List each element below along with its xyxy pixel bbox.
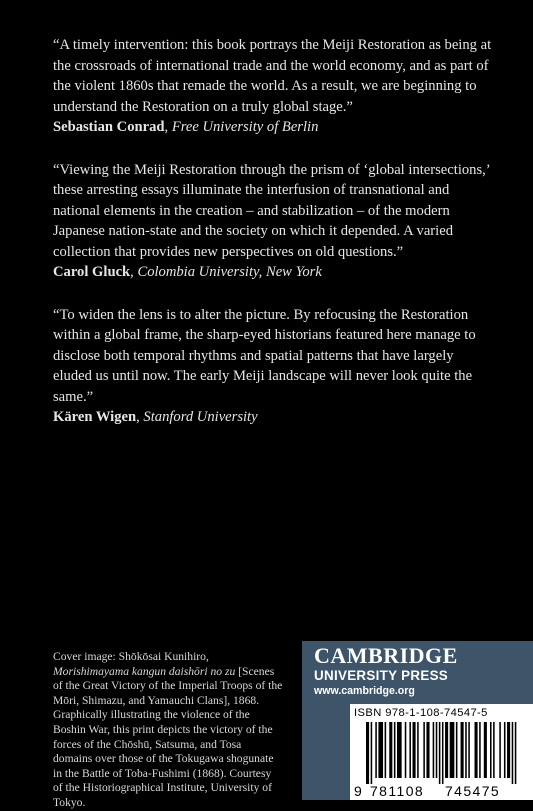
barcode-bar — [394, 722, 396, 778]
barcode-bar — [378, 722, 383, 778]
barcode-bar — [499, 722, 501, 778]
barcode-bar — [413, 722, 416, 778]
cover-image-credit — [53, 650, 283, 811]
barcode-bar — [450, 722, 455, 778]
barcode-bar — [389, 722, 392, 778]
barcode-bar — [507, 722, 510, 778]
barcode-bar — [409, 722, 411, 778]
quote-text: “A timely intervention: this book portrays the Meiji Restoration as being at the crossroads of international trade and the world economy, and as part of the violent 1860s that remade the world. As a result, we are beginning to understand the Restoration on a truly global stage.” — [53, 37, 492, 115]
quote-author: Carol Gluck — [53, 264, 131, 280]
attribution-separator: , — [164, 119, 172, 135]
cover-artwork-title: Morishimayama kangun daishōri no zu — [53, 664, 236, 678]
barcode-bar — [484, 722, 487, 778]
barcode-bar — [442, 722, 444, 784]
isbn-barcode — [350, 704, 533, 800]
barcode-bar — [433, 722, 435, 778]
barcode-bar — [461, 722, 464, 778]
quote-text: “Viewing the Meiji Restoration through the prism of ‘global intersections,’ these arresting essays illuminate the interfusion of transnational and national elements in the creation – and stabilization – of the modern Japanese nation-state and the society on which it depended. A varied collection that provides new perspectives on old questions.” — [53, 161, 490, 260]
barcode-bar — [479, 722, 481, 778]
barcode-bar — [439, 722, 441, 784]
barcode-bar — [468, 722, 470, 778]
university-press-label: UNIVERSITY PRESS — [314, 668, 449, 683]
barcode-left-digits: 781108 — [370, 783, 425, 799]
barcode-bar — [504, 722, 506, 778]
endorsement-1 — [53, 35, 493, 138]
cover-credit-prefix: Cover image: Shōkōsai Kunihiro, — [53, 650, 209, 663]
publisher-url: www.cambridge.org — [314, 685, 415, 697]
quote-attribution — [53, 262, 493, 283]
barcode-bar — [385, 722, 387, 778]
barcode-bars — [366, 722, 516, 784]
barcode-bar — [436, 722, 438, 778]
barcode-bar — [371, 722, 373, 784]
cover-credit-description: [Scenes of the Great Victory of the Imperial Troops of the Mōri, Shimazu, and Yamauchi Clans], 1868. Graphically illustrating the violence of the Boshin War, this print depicts the victory of the forces of the Chōshū, Satsuma, and Tosa domains over those of the Tokugawa shogunate in the Battle of Toba-Fushimi (1868). Courtesy of the Historiographical Institute, University of Tokyo. — [53, 664, 283, 809]
endorsement-2 — [53, 160, 493, 283]
quote-author: Sebastian Conrad — [53, 119, 165, 135]
quote-author: Kären Wigen — [53, 409, 137, 425]
barcode-bar — [405, 722, 407, 778]
barcode-bar — [456, 722, 458, 778]
barcode-bar — [493, 722, 495, 778]
quote-attribution — [53, 407, 493, 428]
publisher-panel — [302, 641, 533, 800]
quote-attribution — [53, 117, 493, 138]
cambridge-logo: CAMBRIDGE — [314, 643, 458, 668]
quote-institution: Free University of Berlin — [171, 119, 319, 135]
quote-institution: Colombia University, New York — [137, 264, 322, 280]
endorsements — [53, 35, 493, 428]
barcode-right-digits: 745475 — [445, 783, 501, 799]
barcode-bar — [426, 722, 429, 778]
barcode-bar — [490, 722, 492, 778]
barcode-bar — [366, 722, 369, 784]
barcode-bar — [423, 722, 425, 778]
isbn-label: ISBN 978-1-108-74547-5 — [354, 707, 488, 719]
attribution-separator: , — [136, 409, 144, 425]
quote-institution: Stanford University — [143, 409, 258, 425]
barcode-bar — [512, 722, 514, 784]
barcode-lead-digit: 9 — [354, 783, 362, 799]
barcode-graphic — [350, 704, 533, 800]
barcode-bar — [465, 722, 467, 778]
endorsement-3 — [53, 305, 493, 428]
barcode-bar — [445, 722, 448, 778]
barcode-bar — [375, 722, 377, 778]
attribution-separator: , — [130, 264, 138, 280]
barcode-bar — [475, 722, 478, 778]
barcode-bar — [417, 722, 419, 778]
quote-text: “To widen the lens is to alter the picture. By refocusing the Restoration within a global frame, the sharp-eyed historians featured here manage to disclose both temporal rhythms and spatial patterns that have largely eluded us until now. The early Meiji landscape will never look quite the same.” — [53, 306, 476, 405]
barcode-bar — [397, 722, 402, 778]
barcode-bar — [515, 722, 517, 784]
